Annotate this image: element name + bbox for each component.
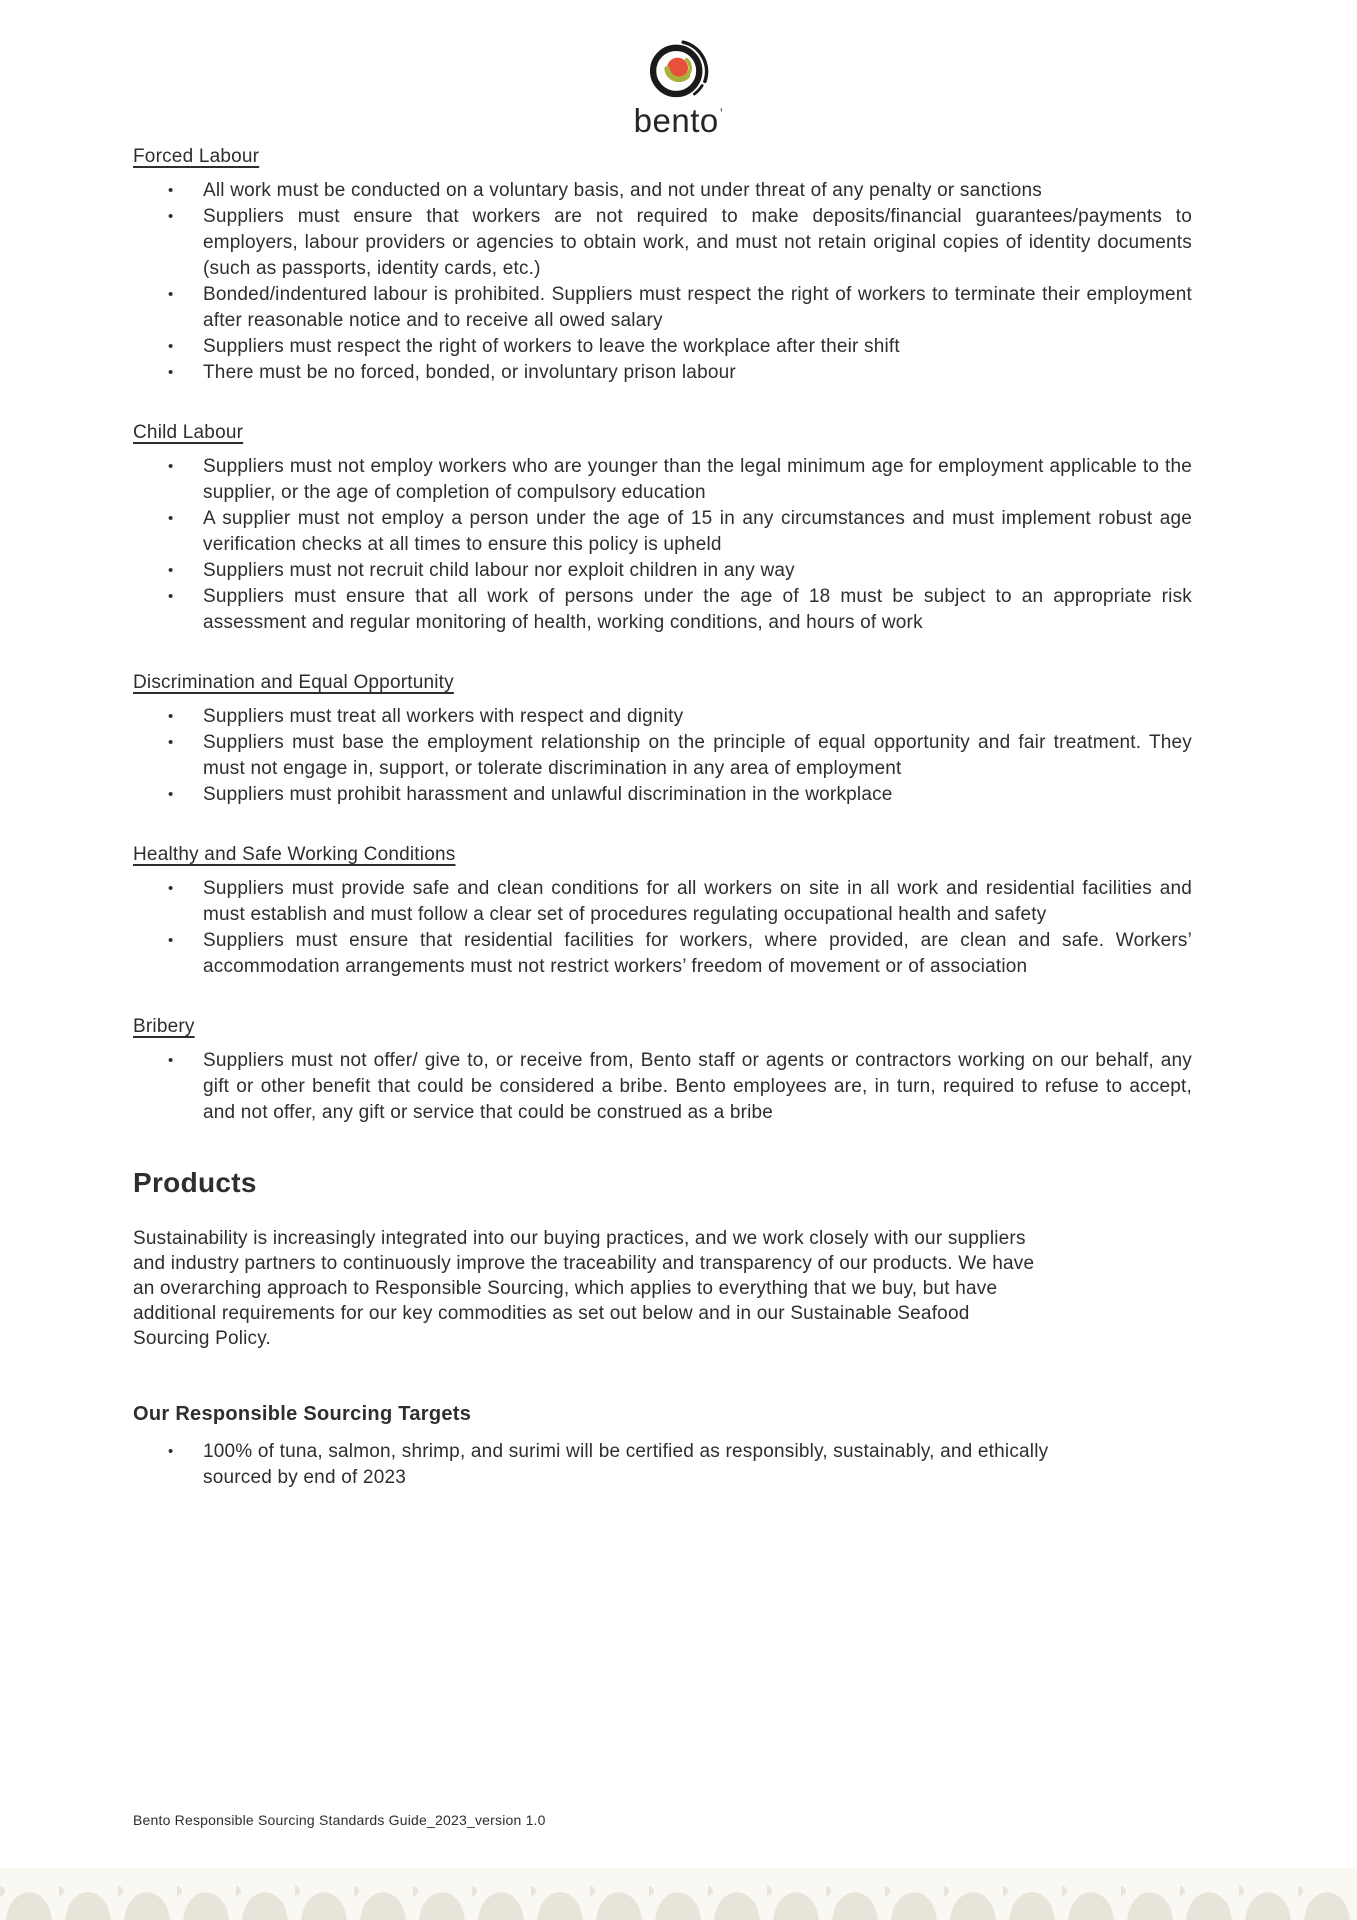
bullet-item: • All work must be conducted on a voluntary basis, and not under threat of any penalty or sanctions	[168, 178, 1192, 204]
section-heading: Healthy and Safe Working Conditions	[133, 844, 456, 865]
products-paragraph: Sustainability is increasingly integrated into our buying practices, and we work closely with our suppliers and industry partners to continuously improve the traceability and transparency of our products. We have an overarching approach to Responsible Sourcing, which applies to everything that we buy, but have additional requirements for our key commodities as set out below and in our Sustainable Seafood Sourcing Policy.	[133, 1228, 1035, 1349]
bullet-icon: •	[168, 880, 174, 897]
bullet-list	[133, 454, 1192, 636]
bullet-icon: •	[168, 588, 174, 605]
bullet-icon: •	[168, 562, 174, 579]
bullet-icon: •	[168, 786, 174, 803]
logo-trademark: ’	[719, 105, 724, 121]
bullet-item: • Suppliers must provide safe and clean conditions for all workers on site in all work and residential facilities and must establish and must follow a clear set of procedures regulating occupational health and safety	[168, 876, 1192, 928]
bullet-icon: •	[168, 208, 174, 225]
bullet-item: • There must be no forced, bonded, or involuntary prison labour	[168, 360, 1192, 386]
bullet-icon: •	[168, 510, 174, 527]
bullet-item: • Suppliers must respect the right of workers to leave the workplace after their shift	[168, 334, 1192, 360]
bullet-icon: •	[168, 932, 174, 949]
bullet-list	[133, 178, 1192, 386]
bullet-list	[133, 704, 1192, 808]
bullet-icon: •	[168, 1443, 174, 1460]
bullet-item: • Suppliers must treat all workers with respect and dignity	[168, 704, 1192, 730]
brand-logo	[0, 0, 1357, 140]
bullet-icon: •	[168, 1052, 174, 1069]
bullet-icon: •	[168, 734, 174, 751]
bento-logo-icon	[630, 38, 728, 108]
section-heading: Bribery	[133, 1016, 195, 1037]
bullet-icon: •	[168, 458, 174, 475]
bullet-list	[133, 876, 1192, 980]
section-heading: Discrimination and Equal Opportunity	[133, 672, 454, 693]
bullet-item: • Suppliers must ensure that workers are not required to make deposits/financial guarantees/payments to employers, labour providers or agencies to obtain work, and must not retain original copies of identity documents (such as passports, identity cards, etc.)	[168, 204, 1192, 282]
products-title: Products	[133, 1167, 257, 1198]
section-forced-labour	[133, 144, 1192, 386]
bullet-item: • Suppliers must prohibit harassment and unlawful discrimination in the workplace	[168, 782, 1192, 808]
bullet-icon: •	[168, 708, 174, 725]
bullet-icon: •	[168, 364, 174, 381]
logo-brand-text: bento	[633, 102, 719, 139]
bullet-item: • Suppliers must ensure that all work of persons under the age of 18 must be subject to an appropriate risk assessment and regular monitoring of health, working conditions, and hours of work	[168, 584, 1192, 636]
bullet-icon: •	[168, 338, 174, 355]
bullet-item: • Suppliers must not offer/ give to, or receive from, Bento staff or agents or contractors working on our behalf, any gift or other benefit that could be considered a bribe. Bento employees are, in turn, required to refuse to accept, and not offer, any gift or service that could be construed as a bribe	[168, 1048, 1192, 1126]
logo-wordmark	[634, 102, 724, 140]
bullet-item: • Suppliers must base the employment relationship on the principle of equal opportunity and fair treatment. They must not engage in, support, or tolerate discrimination in any area of employment	[168, 730, 1192, 782]
section-heading: Child Labour	[133, 422, 244, 443]
bullet-icon: •	[168, 286, 174, 303]
page-footer: Bento Responsible Sourcing Standards Guide_2023_version 1.0	[133, 1812, 546, 1828]
section-health-safety	[133, 842, 1192, 980]
bullet-item: • Suppliers must not employ workers who are younger than the legal minimum age for employment applicable to the supplier, or the age of completion of compulsory education	[168, 454, 1192, 506]
bullet-item: • Suppliers must not recruit child labour nor exploit children in any way	[168, 558, 1192, 584]
bullet-item: • 100% of tuna, salmon, shrimp, and surimi will be certified as responsibly, sustainably, and ethically sourced by end of 2023	[168, 1439, 1192, 1491]
targets-bullet-list	[133, 1439, 1192, 1491]
section-child-labour	[133, 420, 1192, 636]
bullet-list	[133, 1048, 1192, 1126]
section-heading: Forced Labour	[133, 146, 260, 167]
bullet-item: • Suppliers must ensure that residential facilities for workers, where provided, are clean and safe. Workers’ accommodation arrangements must not restrict workers’ freedom of movement or of association	[168, 928, 1192, 980]
section-bribery	[133, 1014, 1192, 1126]
bullet-item: • A supplier must not employ a person under the age of 15 in any circumstances and must implement robust age verification checks at all times to ensure this policy is upheld	[168, 506, 1192, 558]
section-discrimination	[133, 670, 1192, 808]
document-body	[133, 144, 1192, 1491]
bullet-icon: •	[168, 182, 174, 199]
targets-heading: Our Responsible Sourcing Targets	[133, 1403, 472, 1425]
decorative-border	[0, 1868, 1357, 1920]
bullet-item: • Bonded/indentured labour is prohibited. Suppliers must respect the right of workers to terminate their employment after reasonable notice and to receive all owed salary	[168, 282, 1192, 334]
